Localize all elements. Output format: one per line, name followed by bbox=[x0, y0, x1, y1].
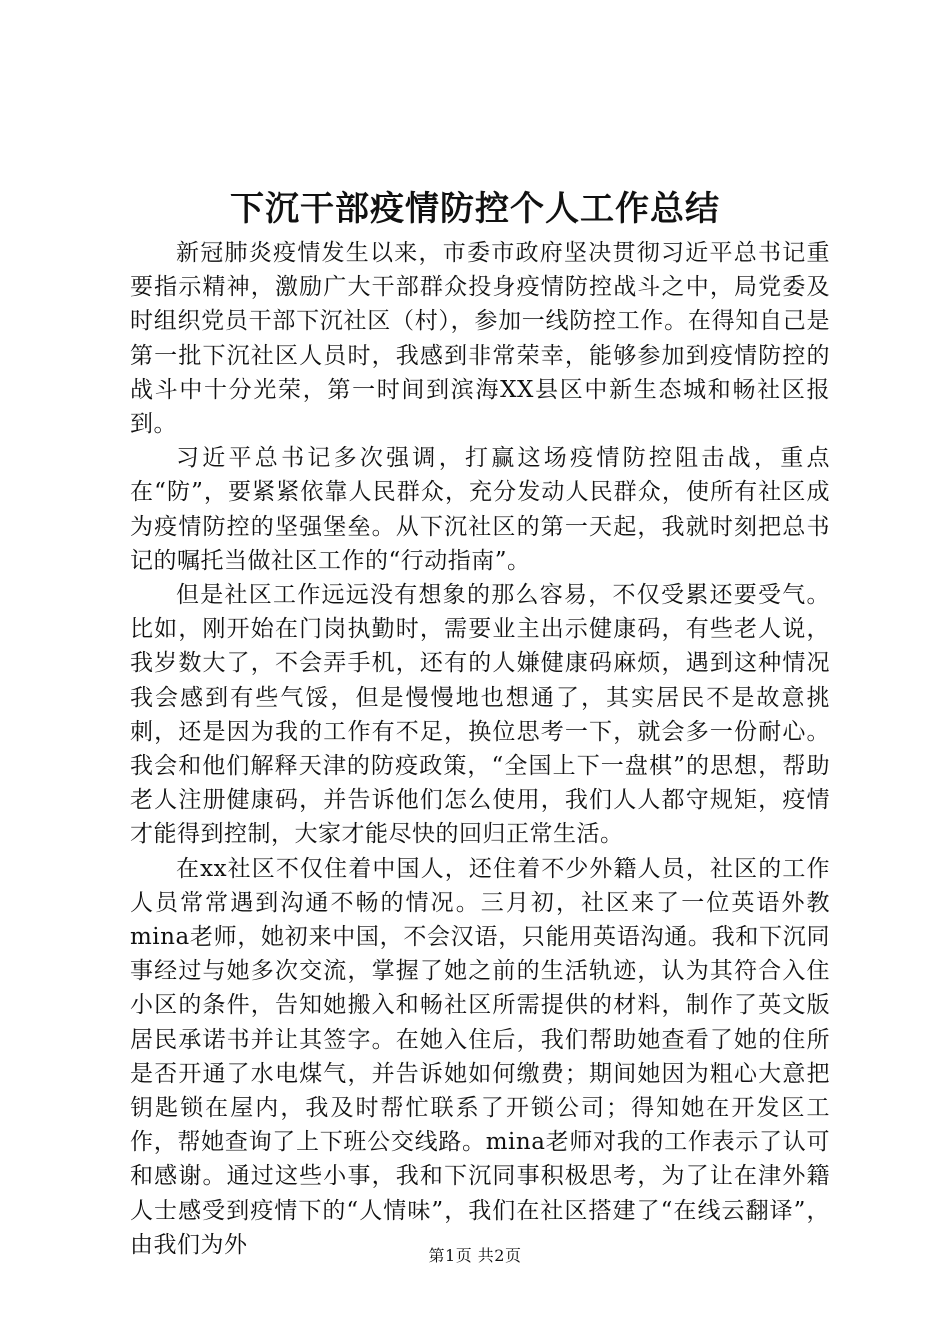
paragraph-3: 但是社区工作远远没有想象的那么容易，不仅受累还要受气。比如，刚开始在门岗执勤时，需要业主出示健康码，有些老人说，我岁数大了，不会弄手机，还有的人嫌健康码麻烦，遇到这种情况我会感到有些气馁，但是慢慢地也想通了，其实居民不是故意挑刺，还是因为我的工作有不足，换位思考一下，就会多一份耐心。我会和他们解释天津的防疫政策，“全国上下一盘棋”的思想，帮助老人注册健康码，并告诉他们怎么使用，我们人人都守规矩，疫情才能得到控制，大家才能尽快的回归正常生活。 bbox=[130, 582, 830, 848]
document-body bbox=[130, 236, 830, 1262]
paragraph-4: 在xx社区不仅住着中国人，还住着不少外籍人员，社区的工作人员常常遇到沟通不畅的情况。三月初，社区来了一位英语外教mina老师，她初来中国，不会汉语，只能用英语沟通。我和下沉同事经过与她多次交流，掌握了她之前的生活轨迹，认为其符合入住小区的条件，告知她搬入和畅社区所需提供的材料，制作了英文版居民承诺书并让其签字。在她入住后，我们帮助她查看了她的住所是否开通了水电煤气，并告诉她如何缴费；期间她因为粗心大意把钥匙锁在屋内，我及时帮忙联系了开锁公司；得知她在开发区工作，帮她查询了上下班公交线路。mina老师对我的工作表示了认可和感谢。通过这些小事，我和下沉同事积极思考，为了让在津外籍人士感受到疫情下的“人情味”，我们在社区搭建了“在线云翻译”，由我们为外 bbox=[130, 855, 830, 1258]
paragraph-1: 新冠肺炎疫情发生以来，市委市政府坚决贯彻习近平总书记重要指示精神，激励广大干部群众投身疫情防控战斗之中，局党委及时组织党员干部下沉社区（村），参加一线防控工作。在得知自己是第一批下沉社区人员时，我感到非常荣幸，能够参加到疫情防控的战斗中十分光荣，第一时间到滨海XX县区中新生态城和畅社区报到。 bbox=[130, 240, 830, 438]
page-footer: 第1页 共2页 bbox=[428, 1246, 522, 1265]
document-title: 下沉干部疫情防控个人工作总结 bbox=[230, 189, 720, 229]
paragraph-2: 习近平总书记多次强调，打赢这场疫情防控阻击战，重点在“防”，要紧紧依靠人民群众，充分发动人民群众，使所有社区成为疫情防控的坚强堡垒。从下沉社区的第一天起，我就时刻把总书记的嘱托当做社区工作的“行动指南”。 bbox=[130, 445, 830, 574]
